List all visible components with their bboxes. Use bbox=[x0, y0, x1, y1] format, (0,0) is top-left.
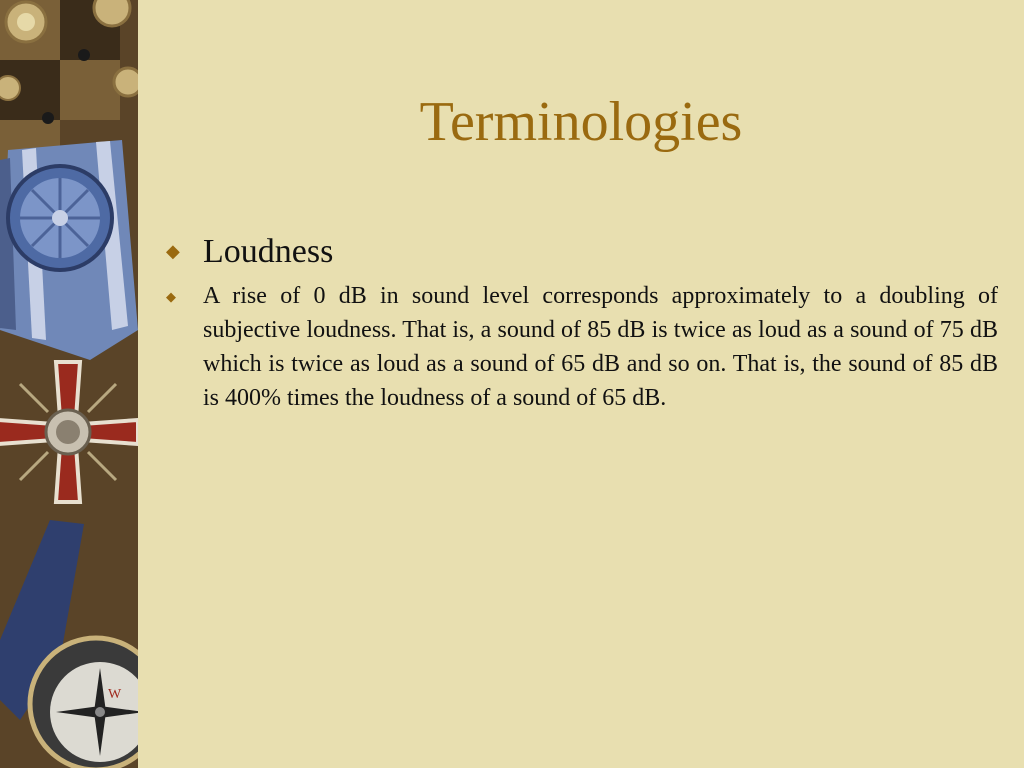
bullet-item-description bbox=[166, 279, 998, 415]
bullet-item-loudness bbox=[166, 232, 998, 273]
slide-title: Terminologies bbox=[419, 91, 743, 153]
bullet-heading: Loudness bbox=[203, 233, 334, 270]
bullet-body-text: A rise of 0 dB in sound level corresponds approximately to a doubling of subjective loudness. That is, a sound of 85 dB is twice as loud as a sound of 75 dB which is twice as loud as a sound of 65 dB and so on. That is, the sound of 85 dB is 400% times the loudness of a sound of 65 dB. bbox=[203, 282, 998, 411]
diamond-bullet-icon: ◆ bbox=[166, 241, 180, 261]
medal-and-compass-image bbox=[0, 0, 138, 768]
bullet-list bbox=[166, 232, 998, 415]
diamond-bullet-icon: ◆ bbox=[166, 288, 176, 304]
svg-text:W: W bbox=[108, 687, 122, 702]
